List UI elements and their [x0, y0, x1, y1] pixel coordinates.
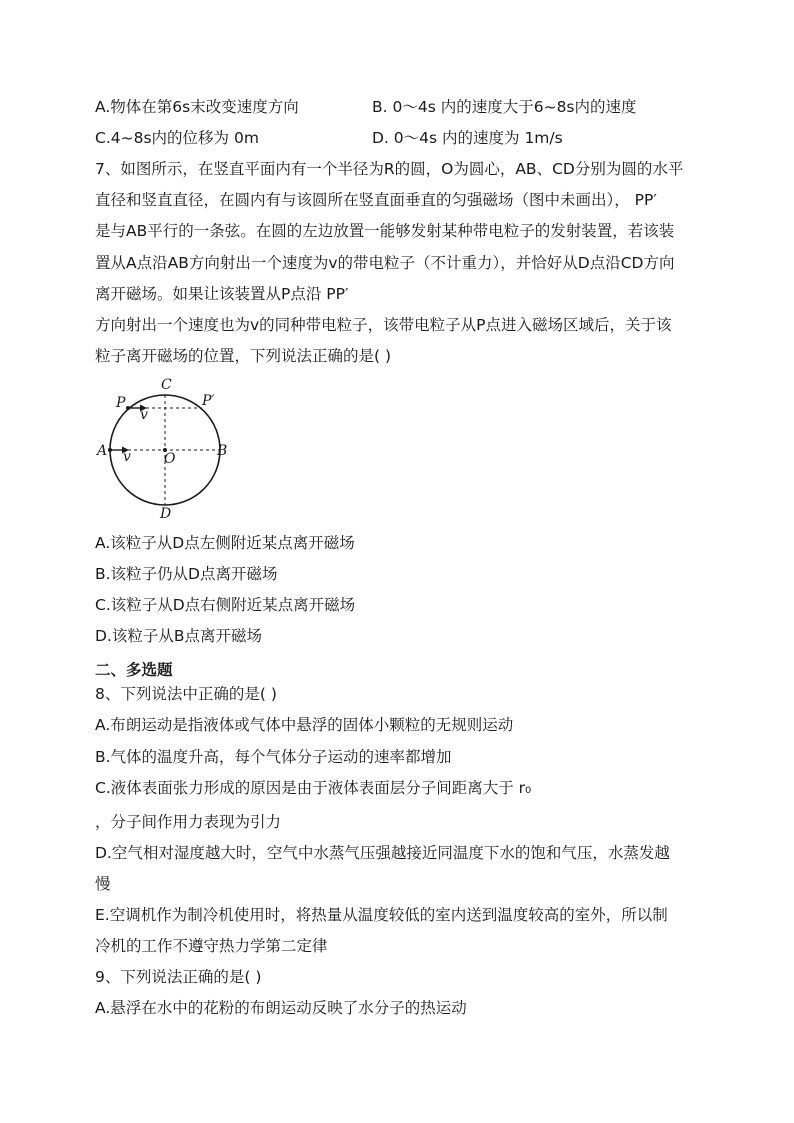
label-b: B	[217, 443, 228, 459]
q9-line: A.悬浮在水中的花粉的布朗运动反映了水分子的热运动	[95, 999, 467, 1017]
label-p: P	[116, 395, 126, 411]
q8-line: 慢	[95, 875, 111, 893]
q7-stem-line: 置从A点沿AB方向射出一个速度为v的带电粒子（不计重力），并恰好从D点沿CD方向	[95, 254, 675, 272]
section-title: 二、多选题	[95, 661, 173, 679]
q6-option-a: A.物体在第6s末改变速度方向	[95, 98, 299, 116]
label-v-mid: v	[123, 449, 131, 465]
q7-option: C.该粒子从D点右侧附近某点离开磁场	[95, 596, 356, 614]
q8-line: E.空调机作为制冷机使用时，将热量从温度较低的室内送到温度较高的室外，所以制	[95, 906, 668, 924]
label-c: C	[161, 377, 172, 393]
q7-stem-line: 直径和竖直直径，在圆内有与该圆所在竖直面垂直的匀强磁场（图中未画出）， PP′	[95, 191, 657, 209]
q6-option-b: B. 0～4s 内的速度大于6~8s内的速度	[372, 98, 637, 116]
q7-stem-line: 7、如图所示，在竖直平面内有一个半径为R的圆，O为圆心，AB、CD分别为圆的水平	[95, 160, 684, 178]
q7-option: D.该粒子从B点离开磁场	[95, 627, 262, 645]
q9-stem: 9、下列说法正确的是( )	[95, 968, 262, 986]
label-v-top: v	[140, 407, 148, 423]
q7-stem-line: 是与AB平行的一条弦。在圆的左边放置一能够发射某种带电粒子的发射装置，若该装	[95, 222, 675, 240]
label-d: D	[160, 506, 172, 520]
q7-stem-line: 粒子离开磁场的位置，下列说法正确的是( )	[95, 347, 392, 365]
q7-option: A.该粒子从D点左侧附近某点离开磁场	[95, 534, 355, 552]
q8-line: A.布朗运动是指液体或气体中悬浮的固体小颗粒的无规则运动	[95, 716, 514, 734]
q8-line: 冷机的工作不遵守热力学第二定律	[95, 937, 328, 955]
q7-option: B.该粒子仍从D点离开磁场	[95, 565, 278, 583]
q8-line: ，分子间作用力表现为引力	[95, 813, 282, 831]
q7-circle-figure	[92, 372, 242, 520]
label-p-prime: P′	[202, 393, 215, 409]
q8-stem: 8、下列说法中正确的是( )	[95, 685, 277, 703]
q8-line: D.空气相对湿度越大时，空气中水蒸气压强越接近同温度下水的饱和气压，水蒸发越	[95, 844, 670, 862]
q7-stem-line: 离开磁场。如果让该装置从P点沿 PP′	[95, 285, 349, 303]
q6-option-d: D. 0～4s 内的速度为 1m/s	[372, 129, 563, 147]
q6-option-c: C.4~8s内的位移为 0m	[95, 129, 259, 147]
label-a: A	[97, 443, 108, 459]
q8-line: C.液体表面张力形成的原因是由于液体表面层分子间距离大于 r₀	[95, 779, 532, 797]
q8-line: B.气体的温度升高，每个气体分子运动的速率都增加	[95, 748, 452, 766]
q7-stem-line: 方向射出一个速度也为v的同种带电粒子，该带电粒子从P点进入磁场区域后，关于该	[95, 316, 672, 334]
label-o: O	[164, 451, 176, 467]
